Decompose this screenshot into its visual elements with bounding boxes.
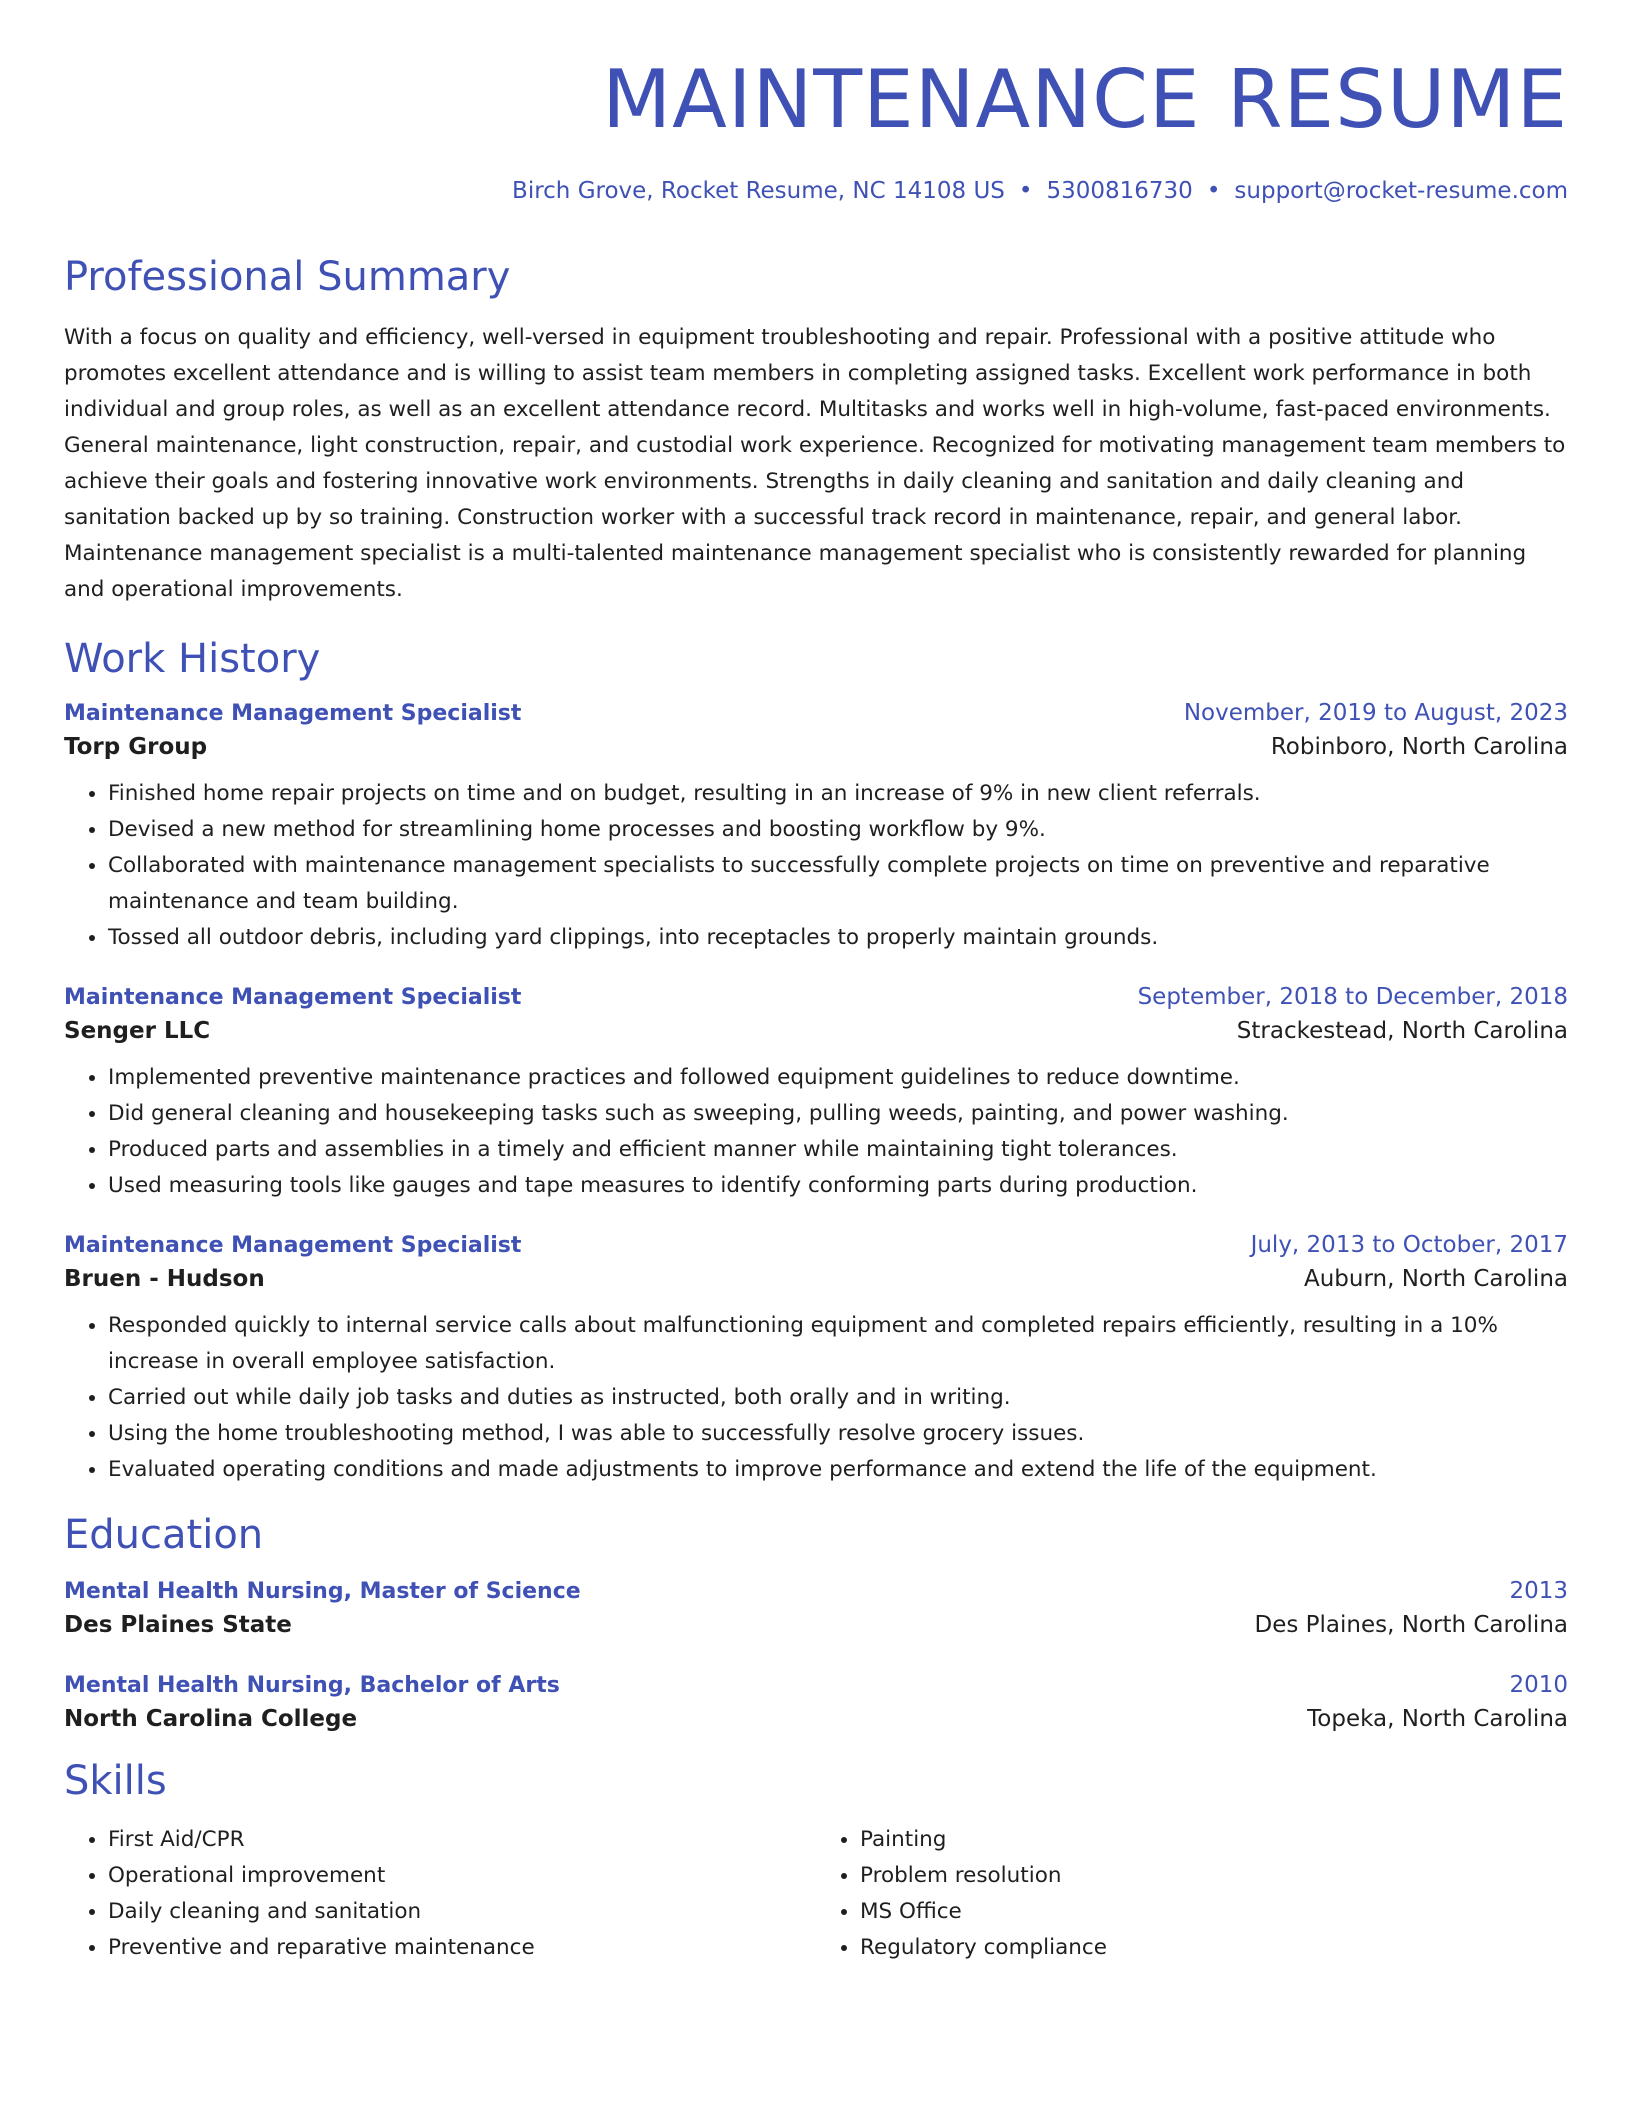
skill-item: • Daily cleaning and sanitation [108, 1894, 816, 1930]
work-history-heading: Work History [64, 636, 321, 682]
skills-list-left [64, 1822, 816, 1966]
education-entry [64, 1672, 1568, 1732]
education-location: Topeka, North Carolina [1307, 1706, 1568, 1732]
resume-page [64, 0, 1568, 1966]
education-degree: Mental Health Nursing, Bachelor of Arts [64, 1673, 560, 1698]
skills-list-right [816, 1822, 1568, 1966]
job-bullets [64, 1308, 1568, 1488]
job-dates: July, 2013 to October, 2017 [1250, 1232, 1568, 1258]
job-company: Torp Group [64, 734, 208, 760]
job-bullet: • Responded quickly to internal service calls about malfunctioning equipment and completed repairs efficiently, resulting in a 10% increase in overall employee satisfaction. [108, 1308, 1568, 1380]
job-bullet: • Implemented preventive maintenance practices and followed equipment guidelines to reduce downtime. [108, 1060, 1568, 1096]
job-role: Maintenance Management Specialist [64, 701, 522, 726]
contact-line [64, 178, 1568, 204]
education-school: Des Plaines State [64, 1612, 292, 1638]
skills-heading: Skills [64, 1758, 167, 1804]
job-bullet: • Devised a new method for streamlining home processes and boosting workflow by 9%. [108, 812, 1568, 848]
contact-separator: • [1206, 178, 1221, 204]
job-bullet: • Collaborated with maintenance management specialists to successfully complete projects on time on preventive and reparative maintenance and team building. [108, 848, 1568, 920]
job-bullet: • Evaluated operating conditions and made adjustments to improve performance and extend the life of the equipment. [108, 1452, 1568, 1488]
resume-title: MAINTENANCE RESUME [602, 53, 1568, 146]
skill-item: • Operational improvement [108, 1858, 816, 1894]
job-bullet: • Using the home troubleshooting method, I was able to successfully resolve grocery issues. [108, 1416, 1568, 1452]
education-heading: Education [64, 1512, 264, 1558]
skills-columns [64, 1822, 1568, 1966]
contact-phone: 5300816730 [1046, 178, 1193, 204]
job-bullet: • Produced parts and assemblies in a timely and efficient manner while maintaining tight tolerances. [108, 1132, 1568, 1168]
job-entry [64, 984, 1568, 1044]
education-school: North Carolina College [64, 1706, 358, 1732]
skill-item: • Painting [860, 1822, 1568, 1858]
job-bullet: • Did general cleaning and housekeeping tasks such as sweeping, pulling weeds, painting, and power washing. [108, 1096, 1568, 1132]
skill-item: • Problem resolution [860, 1858, 1568, 1894]
job-location: Robinboro, North Carolina [1270, 734, 1568, 760]
contact-email: support@rocket-resume.com [1234, 178, 1568, 204]
skill-item: • Preventive and reparative maintenance [108, 1930, 816, 1966]
education-location: Des Plaines, North Carolina [1254, 1612, 1568, 1638]
job-company: Senger LLC [64, 1018, 211, 1044]
education-entry [64, 1578, 1568, 1638]
education-year: 2013 [1509, 1578, 1568, 1604]
skill-item: • MS Office [860, 1894, 1568, 1930]
contact-address: Birch Grove, Rocket Resume, NC 14108 US [512, 178, 1005, 204]
contact-separator: • [1018, 178, 1033, 204]
job-dates: September, 2018 to December, 2018 [1137, 984, 1568, 1010]
job-company: Bruen - Hudson [64, 1266, 265, 1292]
education-year: 2010 [1509, 1672, 1568, 1698]
education-degree: Mental Health Nursing, Master of Science [64, 1579, 581, 1604]
job-bullet: • Used measuring tools like gauges and tape measures to identify conforming parts during production. [108, 1168, 1568, 1204]
summary-heading: Professional Summary [64, 254, 511, 300]
job-dates: November, 2019 to August, 2023 [1183, 700, 1568, 726]
job-bullets [64, 1060, 1568, 1204]
skill-item: • Regulatory compliance [860, 1930, 1568, 1966]
job-bullets [64, 776, 1568, 956]
job-bullet: • Finished home repair projects on time and on budget, resulting in an increase of 9% in new client referrals. [108, 776, 1568, 812]
summary-text: With a focus on quality and efficiency, well-versed in equipment troubleshooting and repair. Professional with a positive attitude who promotes excellent attendance and is willing to assist team members in completing assigned tasks. Excellent work performance in both individual and group roles, as well as an excellent attendance record. Multitasks and works well in high-volume, fast-paced environments. General maintenance, light construction, repair, and custodial work experience. Recognized for motivating management team members to achieve their goals and fostering innovative work environments. Strengths in daily cleaning and sanitation and daily cleaning and sanitation backed up by so training. Construction worker with a successful track record in maintenance, repair, and general labor. Maintenance management specialist is a multi-talented maintenance management specialist who is consistently rewarded for planning and operational improvements. [64, 325, 1566, 602]
job-bullet: • Carried out while daily job tasks and duties as instructed, both orally and in writing. [108, 1380, 1568, 1416]
skill-item: • First Aid/CPR [108, 1822, 816, 1858]
job-location: Auburn, North Carolina [1303, 1266, 1568, 1292]
job-location: Strackestead, North Carolina [1236, 1018, 1568, 1044]
job-bullet: • Tossed all outdoor debris, including yard clippings, into receptacles to properly maintain grounds. [108, 920, 1568, 956]
job-role: Maintenance Management Specialist [64, 985, 522, 1010]
job-entry [64, 700, 1568, 760]
job-entry [64, 1232, 1568, 1292]
job-role: Maintenance Management Specialist [64, 1233, 522, 1258]
